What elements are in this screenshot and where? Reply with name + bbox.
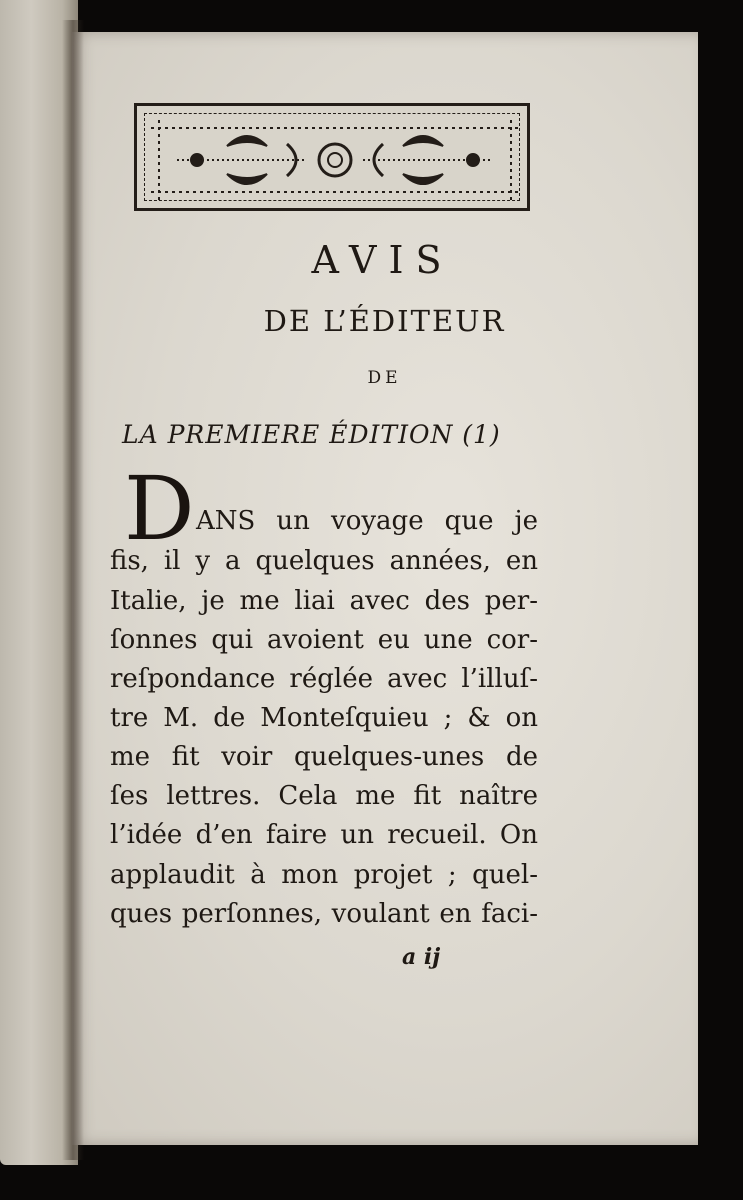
- title-editeur: DE L’ÉDITEUR: [263, 304, 506, 338]
- book-gutter: [62, 20, 84, 1160]
- drop-cap: D: [124, 457, 195, 560]
- body-line: ANS un voyage que je: [196, 506, 538, 536]
- body-line: ſonnes qui avoient eu une cor-: [110, 625, 538, 655]
- body-line: Italie, je me liai avec des per-: [110, 586, 538, 616]
- body-line: ſes lettres. Cela me fit naître: [110, 781, 538, 811]
- body-line: l’idée d’en faire un recueil. On: [110, 820, 538, 850]
- title-edition: LA PREMIERE ÉDITION (1): [122, 420, 501, 449]
- body-line: tre M. de Monteſquieu ; & on: [110, 703, 538, 733]
- body-line: reſpondance réglée avec l’illuſ-: [110, 664, 538, 694]
- body-line: ques perſonnes, voulant en faci-: [110, 899, 538, 929]
- title-avis: AVIS: [311, 238, 454, 282]
- title-de: DE: [367, 368, 402, 388]
- body-line: applaudit à mon projet ; quel-: [110, 860, 538, 890]
- header-ornament: [134, 103, 530, 211]
- signature-mark: a ij: [402, 944, 441, 970]
- body-line: me fit voir quelques-unes de: [110, 742, 538, 772]
- body-line: fis, il y a quelques années, en: [110, 546, 538, 576]
